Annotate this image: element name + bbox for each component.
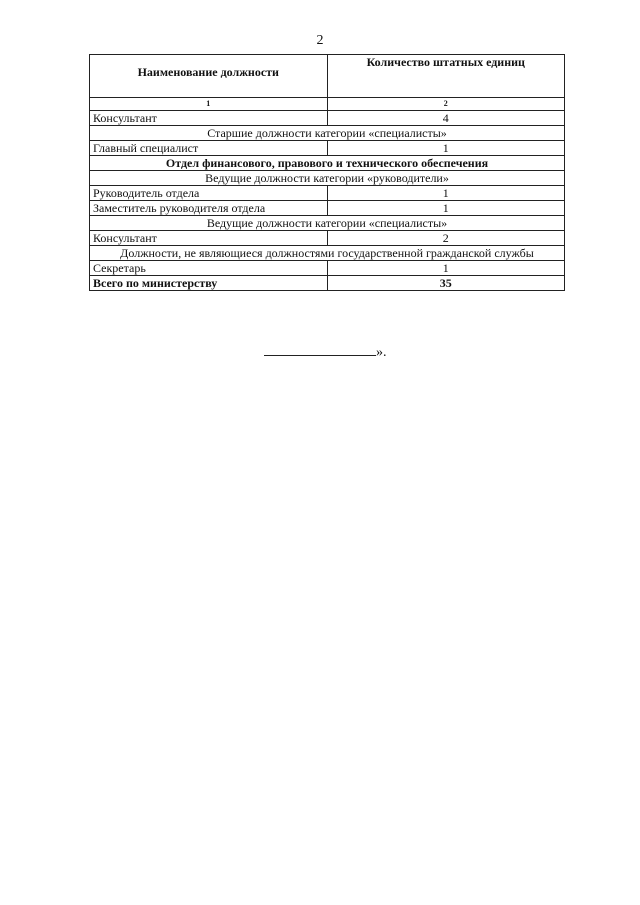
table-row xyxy=(90,141,565,156)
table-row xyxy=(90,216,565,231)
table-row xyxy=(90,231,565,246)
table-row xyxy=(90,111,565,126)
staff-count: 1 xyxy=(327,261,564,276)
table-row xyxy=(90,186,565,201)
table-row xyxy=(90,261,565,276)
table-row xyxy=(90,156,565,171)
table-row xyxy=(90,171,565,186)
table-body xyxy=(90,111,565,291)
section-heading: Старшие должности категории «специалисты» xyxy=(90,126,565,141)
closing-quote: ». xyxy=(376,345,387,360)
section-heading: Ведущие должности категории «специалисты» xyxy=(90,216,565,231)
total-label: Всего по министерству xyxy=(90,276,328,291)
header-staff-count: Количество штатных единиц xyxy=(327,55,564,98)
staff-count: 2 xyxy=(327,231,564,246)
table-row xyxy=(90,201,565,216)
column-number-2: 2 xyxy=(327,98,564,111)
table-row xyxy=(90,126,565,141)
closing-line xyxy=(264,341,387,361)
staff-count: 4 xyxy=(327,111,564,126)
staffing-table xyxy=(89,54,565,291)
position-name: Главный специалист xyxy=(90,141,328,156)
page-number: 2 xyxy=(316,33,324,48)
position-name: Консультант xyxy=(90,231,328,246)
blank-line xyxy=(264,341,376,356)
staff-count: 1 xyxy=(327,141,564,156)
header-position-name: Наименование должности xyxy=(90,55,328,98)
table-row xyxy=(90,246,565,261)
staff-count: 1 xyxy=(327,186,564,201)
column-number-1: 1 xyxy=(90,98,328,111)
section-heading: Должности, не являющиеся должностями государственной гражданской службы xyxy=(90,246,565,261)
section-heading: Отдел финансового, правового и технического обеспечения xyxy=(90,156,565,171)
section-heading: Ведущие должности категории «руководители» xyxy=(90,171,565,186)
table-row xyxy=(90,276,565,291)
position-name: Консультант xyxy=(90,111,328,126)
position-name: Секретарь xyxy=(90,261,328,276)
total-count: 35 xyxy=(327,276,564,291)
position-name: Заместитель руководителя отдела xyxy=(90,201,328,216)
staff-count: 1 xyxy=(327,201,564,216)
position-name: Руководитель отдела xyxy=(90,186,328,201)
